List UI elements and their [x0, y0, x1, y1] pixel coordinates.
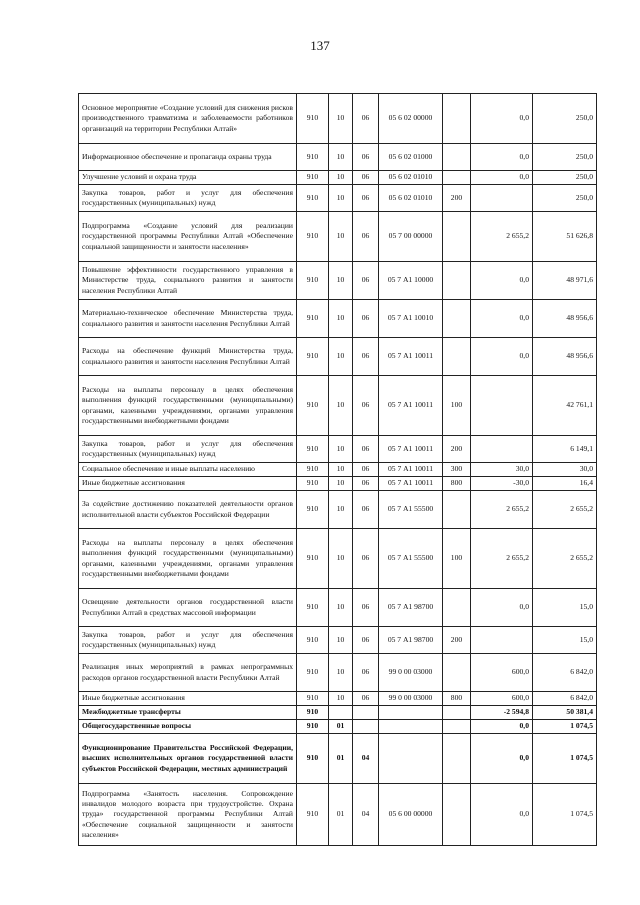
row-name: Закупка товаров, работ и услуг для обеспечения государственных (муниципальных) нужд — [79, 185, 297, 212]
cell-section-code: 10 — [329, 491, 353, 529]
cell-target-article: 05 7 А1 55500 — [379, 491, 443, 529]
cell-target-article: 05 7 А1 10011 — [379, 463, 443, 477]
cell-target-article — [379, 720, 443, 734]
cell-target-article: 05 6 02 00000 — [379, 94, 443, 144]
cell-change-amount: 0,0 — [471, 171, 533, 185]
cell-ministry-code: 910 — [297, 185, 329, 212]
cell-total-amount: 48 956,6 — [533, 338, 597, 376]
cell-target-article: 05 6 00 00000 — [379, 784, 443, 846]
cell-subsection-code: 06 — [353, 300, 379, 338]
cell-ministry-code: 910 — [297, 171, 329, 185]
cell-target-article: 05 7 А1 10000 — [379, 262, 443, 300]
cell-ministry-code: 910 — [297, 706, 329, 720]
cell-ministry-code: 910 — [297, 144, 329, 171]
cell-total-amount: 6 842,0 — [533, 692, 597, 706]
cell-change-amount: 0,0 — [471, 784, 533, 846]
cell-subsection-code: 06 — [353, 94, 379, 144]
cell-ministry-code: 910 — [297, 477, 329, 491]
cell-expense-type — [443, 262, 471, 300]
cell-expense-type: 800 — [443, 477, 471, 491]
cell-section-code: 01 — [329, 784, 353, 846]
cell-expense-type — [443, 94, 471, 144]
cell-ministry-code: 910 — [297, 262, 329, 300]
cell-total-amount: 30,0 — [533, 463, 597, 477]
row-name: Материально-техническое обеспечение Министерства труда, социального развития и занятости населения Республики Алтай — [79, 300, 297, 338]
cell-change-amount — [471, 627, 533, 654]
table-row — [79, 734, 597, 784]
cell-subsection-code: 06 — [353, 171, 379, 185]
table-body — [79, 94, 597, 846]
cell-expense-type — [443, 491, 471, 529]
row-name: Повышение эффективности государственного управления в Министерстве труда, социального развития и занятости населения Республики Алтай — [79, 262, 297, 300]
cell-total-amount: 50 381,4 — [533, 706, 597, 720]
cell-expense-type: 200 — [443, 627, 471, 654]
cell-subsection-code: 06 — [353, 529, 379, 589]
row-name: Информационное обеспечение и пропаганда охраны труда — [79, 144, 297, 171]
cell-target-article: 05 7 00 00000 — [379, 212, 443, 262]
cell-expense-type — [443, 720, 471, 734]
cell-ministry-code: 910 — [297, 734, 329, 784]
table-row — [79, 784, 597, 846]
cell-change-amount: 0,0 — [471, 720, 533, 734]
cell-total-amount: 2 655,2 — [533, 529, 597, 589]
table-row — [79, 706, 597, 720]
cell-subsection-code: 06 — [353, 212, 379, 262]
cell-ministry-code: 910 — [297, 692, 329, 706]
cell-target-article — [379, 734, 443, 784]
table-row — [79, 185, 597, 212]
cell-ministry-code: 910 — [297, 654, 329, 692]
cell-total-amount: 6 842,0 — [533, 654, 597, 692]
cell-subsection-code: 06 — [353, 436, 379, 463]
table-row — [79, 436, 597, 463]
cell-subsection-code: 06 — [353, 144, 379, 171]
cell-subsection-code: 06 — [353, 654, 379, 692]
table-row — [79, 171, 597, 185]
cell-section-code: 10 — [329, 94, 353, 144]
cell-expense-type: 200 — [443, 436, 471, 463]
cell-subsection-code — [353, 720, 379, 734]
table-row — [79, 477, 597, 491]
cell-change-amount: 2 655,2 — [471, 212, 533, 262]
cell-section-code: 10 — [329, 654, 353, 692]
cell-total-amount: 1 074,5 — [533, 734, 597, 784]
page-number: 137 — [310, 38, 330, 53]
table-row — [79, 212, 597, 262]
cell-total-amount: 48 956,6 — [533, 300, 597, 338]
cell-change-amount: 600,0 — [471, 692, 533, 706]
table-row — [79, 491, 597, 529]
cell-change-amount: -2 594,8 — [471, 706, 533, 720]
cell-expense-type — [443, 338, 471, 376]
cell-ministry-code: 910 — [297, 436, 329, 463]
cell-target-article: 99 0 00 03000 — [379, 692, 443, 706]
row-name: Закупка товаров, работ и услуг для обеспечения государственных (муниципальных) нужд — [79, 436, 297, 463]
row-name: Расходы на выплаты персоналу в целях обеспечения выполнения функций государственными (муниципальными) органами, казенными учреждениями, органами управления государственными внебюджетными фондами — [79, 376, 297, 436]
cell-section-code: 10 — [329, 529, 353, 589]
cell-section-code: 10 — [329, 300, 353, 338]
cell-section-code — [329, 706, 353, 720]
cell-section-code: 10 — [329, 338, 353, 376]
cell-change-amount: 600,0 — [471, 654, 533, 692]
cell-section-code: 10 — [329, 171, 353, 185]
cell-expense-type: 800 — [443, 692, 471, 706]
cell-subsection-code: 06 — [353, 692, 379, 706]
cell-total-amount: 16,4 — [533, 477, 597, 491]
cell-ministry-code: 910 — [297, 529, 329, 589]
cell-section-code: 01 — [329, 720, 353, 734]
cell-ministry-code: 910 — [297, 720, 329, 734]
cell-subsection-code: 06 — [353, 627, 379, 654]
table-row — [79, 627, 597, 654]
cell-subsection-code: 06 — [353, 376, 379, 436]
cell-target-article: 05 7 А1 10011 — [379, 436, 443, 463]
row-name: Расходы на обеспечение функций Министерства труда, социального развития и занятости населения Республики Алтай — [79, 338, 297, 376]
cell-target-article: 05 7 А1 55500 — [379, 529, 443, 589]
row-name: Закупка товаров, работ и услуг для обеспечения государственных (муниципальных) нужд — [79, 627, 297, 654]
cell-expense-type — [443, 300, 471, 338]
cell-total-amount: 48 971,6 — [533, 262, 597, 300]
table-row — [79, 589, 597, 627]
cell-total-amount: 15,0 — [533, 627, 597, 654]
cell-target-article: 05 6 02 01010 — [379, 171, 443, 185]
cell-subsection-code: 06 — [353, 477, 379, 491]
cell-subsection-code: 06 — [353, 185, 379, 212]
table-row — [79, 463, 597, 477]
table-row — [79, 692, 597, 706]
budget-table — [78, 93, 597, 846]
cell-expense-type: 200 — [443, 185, 471, 212]
cell-total-amount: 250,0 — [533, 171, 597, 185]
row-name: Иные бюджетные ассигнования — [79, 692, 297, 706]
cell-expense-type — [443, 144, 471, 171]
cell-change-amount: 0,0 — [471, 300, 533, 338]
cell-ministry-code: 910 — [297, 627, 329, 654]
cell-change-amount: 0,0 — [471, 589, 533, 627]
row-name: Основное мероприятие «Создание условий для снижения рисков производственного травматизма и заболеваемости работников организаций на территории Республики Алтай» — [79, 94, 297, 144]
cell-total-amount: 2 655,2 — [533, 491, 597, 529]
row-name: Общегосударственные вопросы — [79, 720, 297, 734]
cell-section-code: 10 — [329, 185, 353, 212]
row-name: Подпрограмма «Занятость населения. Сопровождение инвалидов молодого возраста при трудоустройстве. Охрана труда» государственной программы Республики Алтай «Обеспечение социальной защищенности и занятости населения» — [79, 784, 297, 846]
cell-section-code: 01 — [329, 734, 353, 784]
cell-total-amount: 250,0 — [533, 94, 597, 144]
row-name: За содействие достижению показателей деятельности органов исполнительной власти субъектов Российской Федерации — [79, 491, 297, 529]
cell-target-article: 05 7 А1 10010 — [379, 300, 443, 338]
cell-expense-type — [443, 589, 471, 627]
table-row — [79, 338, 597, 376]
cell-section-code: 10 — [329, 262, 353, 300]
cell-ministry-code: 910 — [297, 212, 329, 262]
cell-ministry-code: 910 — [297, 589, 329, 627]
table-row — [79, 529, 597, 589]
cell-ministry-code: 910 — [297, 463, 329, 477]
cell-expense-type: 100 — [443, 376, 471, 436]
cell-change-amount: -30,0 — [471, 477, 533, 491]
cell-expense-type — [443, 654, 471, 692]
cell-target-article: 99 0 00 03000 — [379, 654, 443, 692]
cell-section-code: 10 — [329, 627, 353, 654]
table-row — [79, 94, 597, 144]
cell-subsection-code: 04 — [353, 734, 379, 784]
cell-change-amount: 0,0 — [471, 144, 533, 171]
cell-section-code: 10 — [329, 463, 353, 477]
cell-change-amount: 0,0 — [471, 94, 533, 144]
cell-target-article: 05 7 А1 98700 — [379, 627, 443, 654]
cell-total-amount: 1 074,5 — [533, 784, 597, 846]
row-name: Улучшение условий и охрана труда — [79, 171, 297, 185]
table-row — [79, 720, 597, 734]
cell-target-article — [379, 706, 443, 720]
table-row — [79, 144, 597, 171]
row-name: Освещение деятельности органов государственной власти Республики Алтай в средствах массовой информации — [79, 589, 297, 627]
cell-expense-type: 100 — [443, 529, 471, 589]
cell-total-amount: 250,0 — [533, 144, 597, 171]
cell-subsection-code: 06 — [353, 491, 379, 529]
cell-ministry-code: 910 — [297, 300, 329, 338]
cell-change-amount: 0,0 — [471, 338, 533, 376]
cell-total-amount: 6 149,1 — [533, 436, 597, 463]
cell-ministry-code: 910 — [297, 376, 329, 436]
cell-expense-type — [443, 171, 471, 185]
table-row — [79, 300, 597, 338]
cell-section-code: 10 — [329, 477, 353, 491]
cell-subsection-code: 06 — [353, 463, 379, 477]
row-name: Подпрограмма «Создание условий для реализации государственной программы Республики Алтай «Обеспечение социальной защищенности и занятости населения» — [79, 212, 297, 262]
cell-section-code: 10 — [329, 589, 353, 627]
row-name: Функционирование Правительства Российской Федерации, высших исполнительных органов государственной власти субъектов Российской Федерации, местных администраций — [79, 734, 297, 784]
row-name: Расходы на выплаты персоналу в целях обеспечения выполнения функций государственными (муниципальными) органами, казенными учреждениями, органами управления государственными внебюджетными фондами — [79, 529, 297, 589]
cell-target-article: 05 7 А1 10011 — [379, 477, 443, 491]
cell-expense-type — [443, 212, 471, 262]
cell-expense-type: 300 — [443, 463, 471, 477]
cell-ministry-code: 910 — [297, 784, 329, 846]
cell-target-article: 05 7 А1 98700 — [379, 589, 443, 627]
row-name: Реализация иных мероприятий в рамках непрограммных расходов органов государственной власти Республики Алтай — [79, 654, 297, 692]
cell-expense-type — [443, 706, 471, 720]
cell-change-amount: 0,0 — [471, 734, 533, 784]
cell-subsection-code: 06 — [353, 338, 379, 376]
cell-section-code: 10 — [329, 692, 353, 706]
cell-change-amount — [471, 436, 533, 463]
table-row — [79, 262, 597, 300]
cell-section-code: 10 — [329, 144, 353, 171]
cell-target-article: 05 6 02 01000 — [379, 144, 443, 171]
cell-section-code: 10 — [329, 212, 353, 262]
cell-target-article: 05 7 А1 10011 — [379, 338, 443, 376]
cell-section-code: 10 — [329, 436, 353, 463]
cell-subsection-code: 04 — [353, 784, 379, 846]
cell-target-article: 05 7 А1 10011 — [379, 376, 443, 436]
cell-subsection-code: 06 — [353, 262, 379, 300]
cell-total-amount: 51 626,8 — [533, 212, 597, 262]
cell-change-amount: 2 655,2 — [471, 491, 533, 529]
cell-change-amount: 0,0 — [471, 262, 533, 300]
cell-expense-type — [443, 734, 471, 784]
cell-expense-type — [443, 784, 471, 846]
cell-target-article: 05 6 02 01010 — [379, 185, 443, 212]
cell-subsection-code — [353, 706, 379, 720]
table-row — [79, 654, 597, 692]
cell-total-amount: 15,0 — [533, 589, 597, 627]
row-name: Межбюджетные трансферты — [79, 706, 297, 720]
cell-total-amount: 250,0 — [533, 185, 597, 212]
cell-ministry-code: 910 — [297, 94, 329, 144]
cell-subsection-code: 06 — [353, 589, 379, 627]
row-name: Социальное обеспечение и иные выплаты населению — [79, 463, 297, 477]
table-row — [79, 376, 597, 436]
cell-change-amount: 30,0 — [471, 463, 533, 477]
cell-ministry-code: 910 — [297, 338, 329, 376]
cell-total-amount: 42 761,1 — [533, 376, 597, 436]
row-name: Иные бюджетные ассигнования — [79, 477, 297, 491]
cell-section-code: 10 — [329, 376, 353, 436]
cell-change-amount — [471, 185, 533, 212]
cell-change-amount — [471, 376, 533, 436]
cell-change-amount: 2 655,2 — [471, 529, 533, 589]
cell-ministry-code: 910 — [297, 491, 329, 529]
cell-total-amount: 1 074,5 — [533, 720, 597, 734]
